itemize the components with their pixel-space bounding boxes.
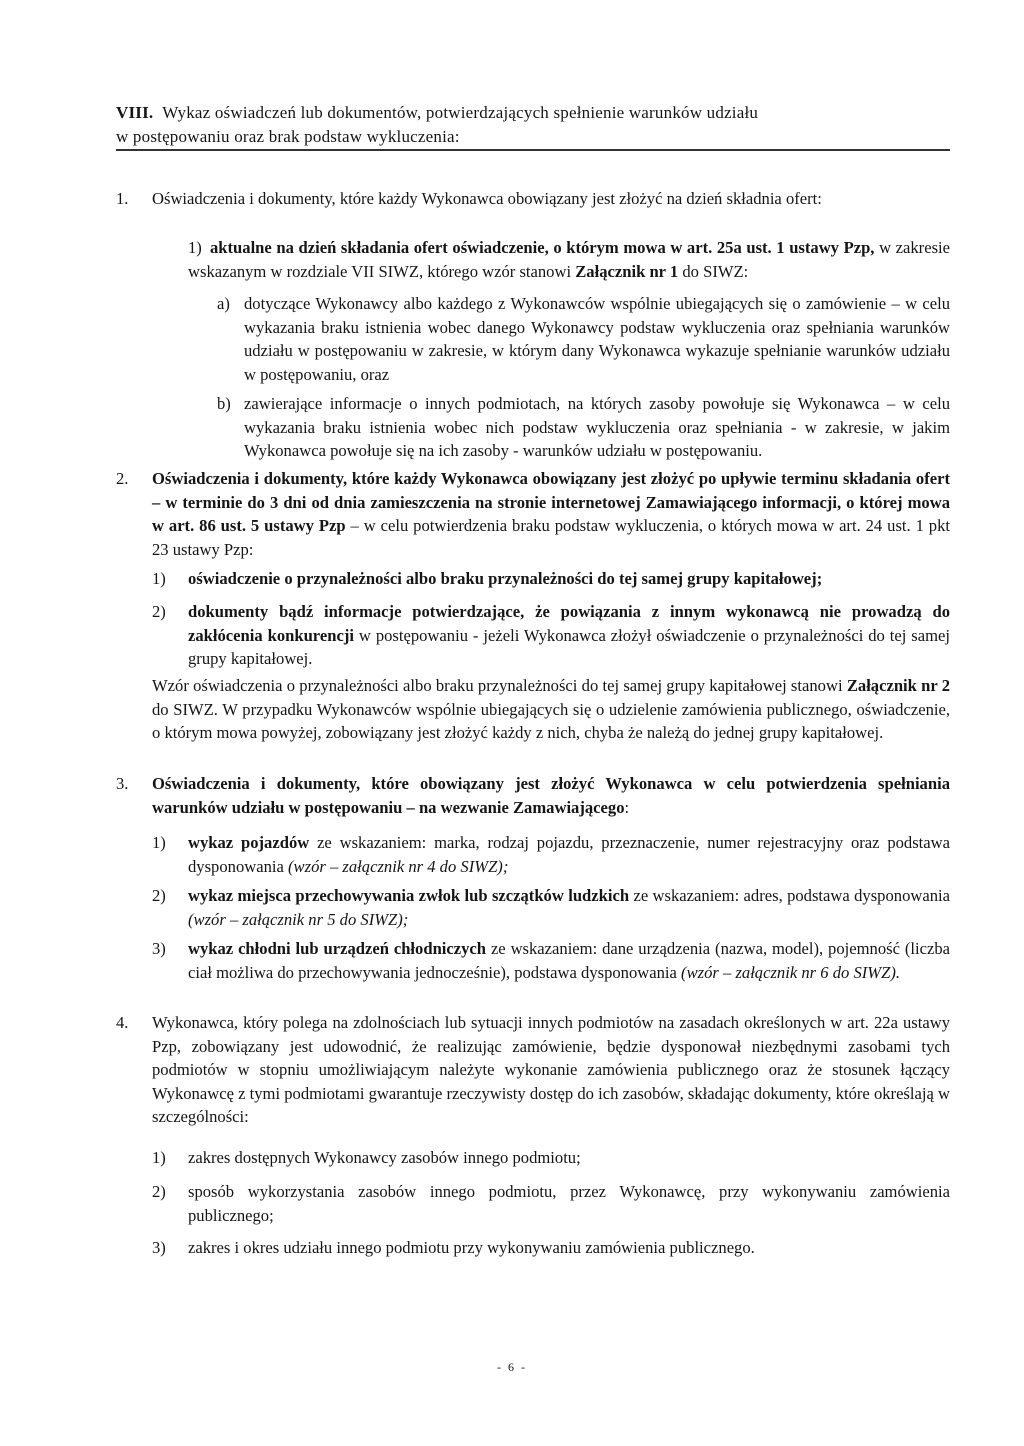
p4-text: Wykonawca, który polega na zdolnościach lub sytuacji innych podmiotów na zasadach określonych w art. 22a ustawy Pzp, zobowiązany jest udowodnić, że realizując zamówienie, będzie dysponował niezbędnymi zasobami tych podmiotów w stopniu umożliwiającym należyte wykonanie zamówienia publicznego oraz że stosunek łączący Wykonawcę z tymi podmiotami gwarantuje rzeczywisty dostęp do ich zasobów, składając dokumenty, które określają w szczególności:	[152, 1013, 950, 1127]
p3-colon: :	[624, 797, 630, 817]
p3-item3-italic: (wzór – załącznik nr 6 do SIWZ).	[681, 962, 900, 982]
p2-note-text1: Wzór oświadczenia o przynależności albo braku przynależności do tej samej grupy kapitałowej stanowi	[152, 676, 843, 695]
p3-item2-italic: (wzór – załącznik nr 5 do SIWZ);	[188, 909, 409, 929]
p3-item3-number: 3)	[152, 939, 166, 958]
p2-bold: Oświadczenia i dokumenty, które każdy Wykonawca obowiązany jest złożyć po upływie terminu składania ofert – w terminie do 3 dni od dnia zamieszczenia na stronie internetowej Zamawiającego informacji, o której mowa w art. 86 ust. 5 ustawy Pzp	[152, 469, 950, 536]
p1-item1-bold: aktualne na dzień składania ofert oświadczenie, o którym mowa w art. 25a ust. 1 ustawy Pzp,	[210, 238, 875, 257]
p4-item1: zakres dostępnych Wykonawcy zasobów innego podmiotu;	[188, 1148, 581, 1167]
p3-item1	[188, 831, 950, 878]
p1-item1-number: 1)	[188, 238, 202, 257]
p1-sub-b-number: b)	[217, 394, 231, 413]
p2-item2-bold: dokumenty bądź informacje potwierdzające, że powiązania z innym wykonawcą nie prowadzą do zakłócenia konkurencji	[188, 602, 950, 645]
p1-sub-b: zawierające informacje o innych podmiotach, na których zasoby powołuje się Wykonawca – w celu wykazania braku istnienia wobec nich podstaw wykluczenia oraz spełniania - w zakresie, w jakim Wykonawca powołuje się na ich zasoby - warunków udziału w postępowaniu.	[244, 394, 950, 461]
p3-item1-number: 1)	[152, 833, 166, 852]
p2-item1	[188, 567, 950, 591]
p3-item1-bold: wykaz pojazdów	[188, 833, 310, 852]
p4-item1-number: 1)	[152, 1148, 166, 1167]
p3-item2-bold: wykaz miejsca przechowywania zwłok lub szczątków ludzkich	[188, 886, 630, 905]
p2-note-bold: Załącznik nr 2	[846, 676, 950, 695]
p3-item2-text: ze wskazaniem: adres, podstawa dysponowania	[633, 886, 950, 905]
p4-item2: sposób wykorzystania zasobów innego podmiotu, przez Wykonawcę, przy wykonywaniu zamówienia publicznego;	[188, 1182, 950, 1225]
section-title-line2: w postępowaniu oraz brak podstaw wykluczenia:	[116, 126, 460, 146]
p3-item3	[188, 937, 950, 984]
p2-item2-text: w postępowaniu - jeżeli Wykonawca złożył oświadczenie o przynależności do tej samej grupy kapitałowej.	[188, 625, 950, 669]
p3-item2	[188, 884, 950, 931]
p1-item1	[188, 236, 950, 283]
p2-note-text2: do SIWZ. W przypadku Wykonawców wspólnie ubiegających się o udzielenie zamówienia publicznego, oświadczenie, o którym mowa powyżej, zobowiązany jest złożyć każdy z nich, chyba że należą do jednej grupy kapitałowej.	[152, 699, 950, 743]
p2-item1-number: 1)	[152, 569, 166, 588]
p1-intro: Oświadczenia i dokumenty, które każdy Wykonawca obowiązany jest złożyć na dzień składnia ofert:	[152, 189, 822, 208]
section-roman: VIII.	[116, 103, 154, 122]
p2-item2-number: 2)	[152, 602, 166, 621]
p3-item2-number: 2)	[152, 886, 166, 905]
p4-item3-number: 3)	[152, 1238, 166, 1257]
p1-number: 1.	[116, 189, 129, 208]
p3-item3-bold: wykaz chłodni lub urządzeń chłodniczych	[188, 939, 487, 958]
p4-item2-number: 2)	[152, 1182, 166, 1201]
p4-item3: zakres i okres udziału innego podmiotu przy wykonywaniu zamówienia publicznego.	[188, 1238, 755, 1257]
p3-item3-text: ze wskazaniem: dane urządzenia (nazwa, model), pojemność (liczba ciał możliwa do przechowywania jednocześnie), podstawa dysponowania	[188, 939, 950, 982]
p4-number: 4.	[116, 1013, 129, 1032]
p1-item1-text: w zakresie wskazanym w rozdziale VII SIWZ, którego wzór stanowi	[188, 238, 951, 281]
p2-text: – w celu potwierdzenia braku podstaw wykluczenia, o których mowa w art. 24 ust. 1 pkt 23 ustawy Pzp:	[152, 516, 950, 559]
page-number: - 6 -	[497, 1360, 527, 1374]
p2-item1-bold: oświadczenie o przynależności albo braku przynależności do tej samej grupy kapitałowej;	[188, 569, 823, 588]
p2-note	[152, 674, 950, 745]
section-heading	[116, 101, 950, 148]
p2-number: 2.	[116, 469, 129, 488]
p1-item1-bold2: Załącznik nr 1	[575, 261, 679, 281]
p3-number: 3.	[116, 774, 129, 793]
p2-intro	[152, 467, 950, 561]
heading-underline	[116, 149, 950, 151]
p3-item1-text: ze wskazaniem: marka, rodzaj pojazdu, przeznaczenie, numer rejestracyjny oraz podstawa dysponowania	[188, 833, 950, 876]
p1-sub-a-number: a)	[217, 294, 230, 313]
p3-intro	[152, 772, 950, 819]
p3-item1-italic: (wzór – załącznik nr 4 do SIWZ);	[288, 856, 509, 876]
p2-item2	[188, 600, 950, 671]
p1-sub-a: dotyczące Wykonawcy albo każdego z Wykonawców wspólnie ubiegających się o zamówienie – w celu wykazania braku istnienia wobec danego Wykonawcy podstaw wykluczenia oraz spełniania warunków udziału w postępowaniu w zakresie, w którym dany Wykonawca wykazuje spełnianie warunków udziału w postępowaniu, oraz	[244, 294, 950, 384]
section-title-line1: Wykaz oświadczeń lub dokumentów, potwierdzających spełnienie warunków udziału	[162, 103, 759, 122]
p1-item1-text2: do SIWZ:	[682, 261, 749, 281]
p3-bold: Oświadczenia i dokumenty, które obowiązany jest złożyć Wykonawca w celu potwierdzenia spełniania warunków udziału w postępowaniu – na wezwanie Zamawiającego	[152, 774, 950, 817]
